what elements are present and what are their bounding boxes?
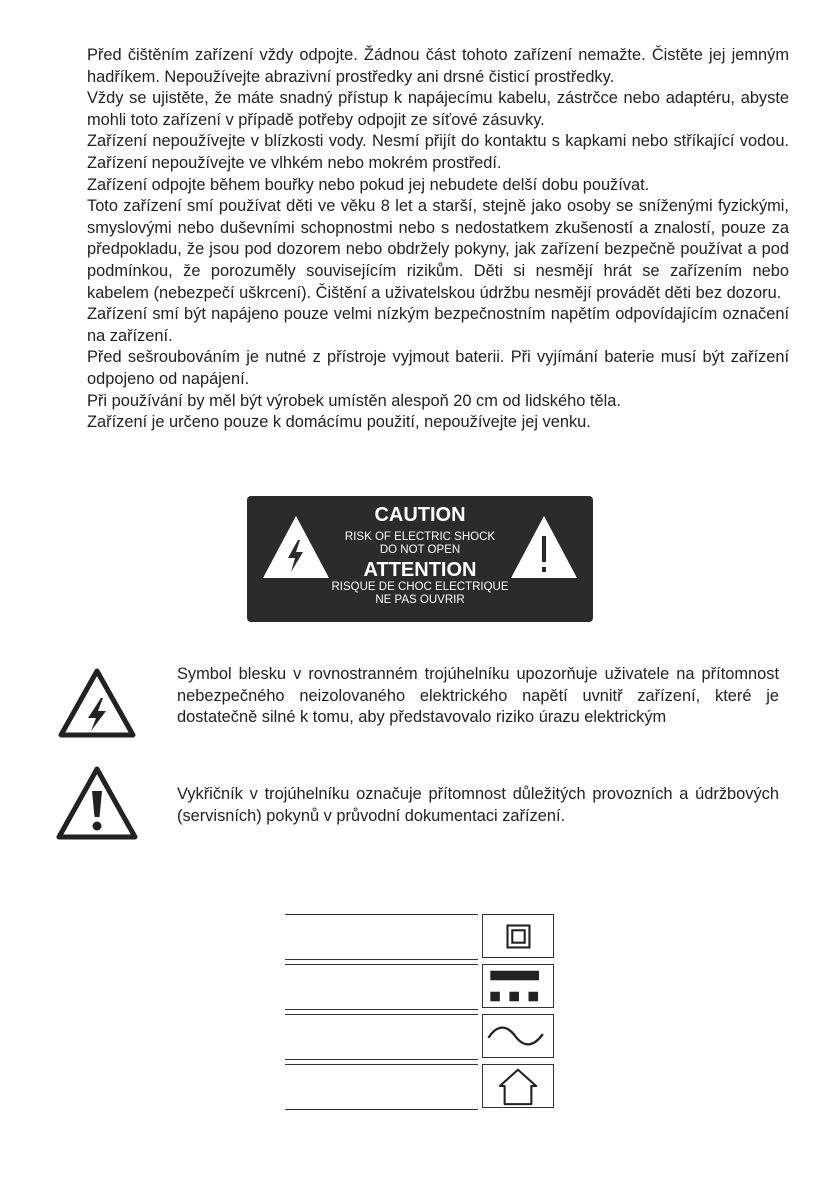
safety-paragraph: Zařízení smí být napájeno pouze velmi nízkým bezpečnostním napětím odpovídajícím označení na zařízení. [87, 305, 789, 345]
indoor-use-icon [483, 1065, 553, 1107]
alternating-current-icon [483, 1015, 553, 1057]
symbol-description: Symbol blesku v rovnostranném trojúhelníku upozorňuje uživatele na přítomnost nebezpečného neizolovaného elektrického napětí uvnitř zařízení, které je dostatečně silné k tomu, aby představovalo riziko úrazu elektrickým [177, 665, 779, 727]
rating-row [285, 914, 556, 960]
safety-paragraph: Zařízení odpojte během bouřky nebo pokud jej nebudete delší dobu používat. [87, 175, 650, 194]
rating-symbol-cell [482, 1014, 554, 1058]
direct-current-icon [483, 965, 553, 1007]
rating-row [285, 964, 556, 1010]
safety-instructions [87, 45, 789, 434]
rating-field [285, 1064, 478, 1110]
rating-symbol-cell [482, 964, 554, 1008]
exclamation-triangle-icon [55, 764, 139, 840]
rating-field [285, 1014, 478, 1060]
caution-line: DO NOT OPEN [379, 543, 461, 556]
symbol-description: Vykřičník v trojúhelníku označuje přítomnost důležitých provozních a údržbových (servisních) pokynů v průvodní dokumentaci zařízení. [177, 785, 779, 825]
rating-symbol-table [285, 914, 556, 1111]
attention-line: RISQUE DE CHOC ELECTRIQUE [331, 581, 509, 593]
caution-label [247, 496, 593, 622]
rating-field [285, 964, 478, 1010]
rating-symbol-cell [482, 914, 554, 958]
caution-title: CAUTION [374, 504, 466, 526]
rating-symbol-cell [482, 1064, 554, 1108]
exclamation-triangle-icon [509, 514, 579, 580]
rating-field [285, 914, 478, 960]
safety-paragraph: Zařízení nepoužívejte v blízkosti vody. Nesmí přijít do kontaktu s kapkami nebo stříkající vodou. Zařízení nepoužívejte ve vlhkém nebo mokrém prostředí. [87, 132, 789, 172]
safety-paragraph: Před čištěním zařízení vždy odpojte. Žádnou část tohoto zařízení nemažte. Čistěte jej jemným hadříkem. Nepoužívejte abrazivní prostředky ani drsné čisticí prostředky. [87, 46, 789, 86]
caution-line: RISK OF ELECTRIC SHOCK [344, 531, 496, 543]
rating-row [285, 1014, 556, 1060]
rating-row [285, 1064, 556, 1110]
double-insulation-icon [483, 915, 553, 957]
attention-title: ATTENTION [363, 559, 477, 581]
safety-paragraph: Před sešroubováním je nutné z přístroje vyjmout baterii. Při vyjímání baterie musí být zařízení odpojeno od napájení. [87, 348, 789, 388]
safety-paragraph: Při používání by měl být výrobek umístěn alespoň 20 cm od lidského těla. [87, 391, 621, 410]
safety-paragraph: Toto zařízení smí používat děti ve věku 8 let a starší, stejně jako osoby se sníženými fyzickými, smyslovými nebo duševními schopnostmi nebo s nedostatkem zkušeností a znalostí, pouze za předpokladu, že jsou pod dozorem nebo obdržely pokyny, jak zařízení bezpečně používat a pod podmínkou, že porozuměly souvisejícím rizikům. Děti si nesmějí hrát se zařízením nebo kabelem (nebezpečí uškrcení). Čištění a uživatelskou údržbu nesmějí provádět děti bez dozoru. [87, 197, 789, 302]
safety-paragraph: Vždy se ujistěte, že máte snadný přístup k napájecímu kabelu, zástrčce nebo adaptéru, abyste mohli toto zařízení v případě potřeby odpojit ze síťové zásuvky. [87, 89, 789, 129]
safety-paragraph: Zařízení je určeno pouze k domácímu použití, nepoužívejte jej venku. [87, 413, 591, 432]
attention-line: NE PAS OUVRIR [375, 593, 465, 606]
lightning-triangle-icon [55, 664, 139, 740]
